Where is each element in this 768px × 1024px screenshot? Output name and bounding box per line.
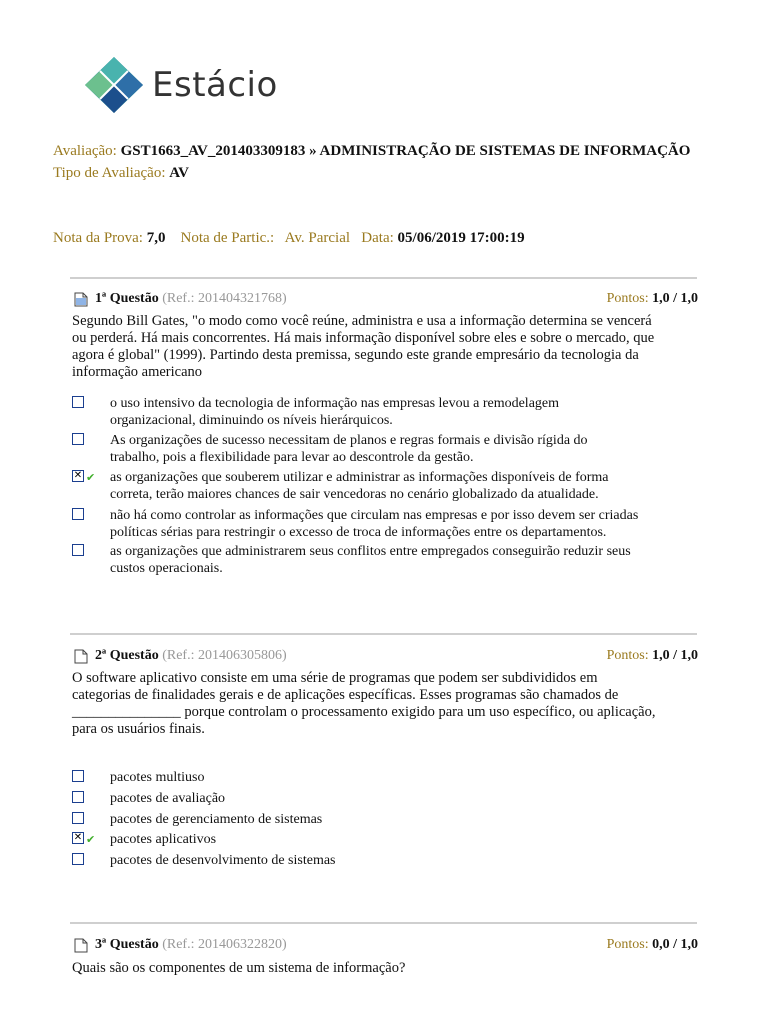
answer-option-text <box>110 790 700 807</box>
answer-option-text <box>110 811 700 828</box>
question-title <box>95 291 287 307</box>
question-title <box>95 937 287 953</box>
question-number: 3ª Questão <box>95 937 159 952</box>
question-separator <box>70 922 697 924</box>
question-points <box>607 291 698 307</box>
question-ref: (Ref.: 201404321768) <box>162 291 287 306</box>
question-number: 1ª Questão <box>95 291 159 306</box>
answer-option-text <box>110 769 700 786</box>
question-text-line: categorias de finalidades gerais e de aplicações específicas. Esses programas são chamados de <box>72 687 619 703</box>
points-value: 0,0 / 1,0 <box>652 937 698 952</box>
checked-checkbox-icon[interactable]: ✕ <box>73 832 83 843</box>
answer-option-line: As organizações de sucesso necessitam de planos e regras formais e divisão rígida do <box>110 433 588 448</box>
question-header <box>74 291 698 311</box>
tipo-value: AV <box>169 165 189 181</box>
points-value: 1,0 / 1,0 <box>652 648 698 663</box>
question-text <box>72 313 700 381</box>
document-icon <box>74 292 88 312</box>
checkbox-icon[interactable] <box>72 396 84 408</box>
answer-option-line: correta, terão maiores chances de sair vencedoras no cenário globalizado da atualidade. <box>110 487 599 502</box>
notas-line <box>53 230 525 247</box>
answer-option-line: pacotes aplicativos <box>110 832 217 847</box>
checkbox-icon[interactable] <box>72 812 84 824</box>
estacio-logo <box>84 56 278 114</box>
question-text-line: Quais são os componentes de um sistema de informação? <box>72 960 406 976</box>
question-text-line: _______________ porque controlam o processamento exigido para um uso específico, ou aplicação, <box>72 704 656 720</box>
answer-option-line: pacotes de avaliação <box>110 791 226 806</box>
nota-partic-label: Nota de Partic.: <box>180 230 275 246</box>
av-parcial-label: Av. Parcial <box>284 230 351 246</box>
checkbox-icon[interactable] <box>72 433 84 445</box>
answer-option-text <box>110 543 700 577</box>
answer-option-line: políticas sérias para restringir o excesso de troca de informações entre os departamentos. <box>110 525 607 540</box>
tipo-line <box>53 165 189 182</box>
points-label: Pontos: <box>606 937 649 952</box>
question-text-line: para os usuários finais. <box>72 721 205 737</box>
answer-option-line: pacotes multiuso <box>110 770 205 785</box>
checked-checkbox-icon[interactable]: ✕ <box>73 470 83 481</box>
answer-option-line: organizacional, diminuindo os níveis hierárquicos. <box>110 413 393 428</box>
question-text-line: ou perderá. Há mais concorrentes. Há mais informação disponível sobre eles e sobre o mercado, que <box>72 330 655 346</box>
question-separator <box>70 633 697 635</box>
answer-option-line: o uso intensivo da tecnologia de informação nas empresas levou a remodelagem <box>110 396 560 411</box>
brand-name: Estácio <box>152 65 278 105</box>
question-text-line: Segundo Bill Gates, "o modo como você reúne, administra e usa a informação determina se vencerá <box>72 313 652 329</box>
checkbox-icon[interactable] <box>72 544 84 556</box>
answer-option-line: custos operacionais. <box>110 561 223 576</box>
avaliacao-value: GST1663_AV_201403309183 » ADMINISTRAÇÃO DE SISTEMAS DE INFORMAÇÃO <box>120 143 691 159</box>
checkbox-icon[interactable] <box>72 791 84 803</box>
question-header <box>74 937 698 957</box>
avaliacao-label: Avaliação: <box>53 143 117 159</box>
points-label: Pontos: <box>606 291 649 306</box>
question-text <box>72 670 700 738</box>
answer-option-text <box>110 507 700 541</box>
answer-option-text <box>110 432 700 466</box>
answer-option-line: as organizações que souberem utilizar e administrar as informações disponíveis de forma <box>110 470 609 485</box>
answer-option-line: pacotes de desenvolvimento de sistemas <box>110 853 336 868</box>
answer-option-text <box>110 469 700 503</box>
question-text-line: O software aplicativo consiste em uma série de programas que podem ser subdivididos em <box>72 670 598 686</box>
answer-option-line: as organizações que administrarem seus conflitos entre empregados conseguirão reduzir seus <box>110 544 631 559</box>
nota-prova-value: 7,0 <box>146 230 166 246</box>
points-value: 1,0 / 1,0 <box>652 291 698 306</box>
correct-check-icon: ✔ <box>86 833 96 846</box>
answer-option-line: pacotes de gerenciamento de sistemas <box>110 812 323 827</box>
correct-check-icon: ✔ <box>86 471 96 484</box>
checkbox-icon[interactable] <box>72 508 84 520</box>
question-separator <box>70 277 697 279</box>
question-text-line: informação americano <box>72 364 203 380</box>
answer-option-text <box>110 831 700 848</box>
question-title <box>95 648 287 664</box>
document-icon <box>74 649 88 669</box>
data-value: 05/06/2019 17:00:19 <box>397 230 525 246</box>
data-label: Data: <box>361 230 394 246</box>
tipo-label: Tipo de Avaliação: <box>53 165 166 181</box>
question-number: 2ª Questão <box>95 648 159 663</box>
avaliacao-line <box>53 143 690 160</box>
answer-option-text <box>110 395 700 429</box>
question-text <box>72 960 700 977</box>
checkbox-icon[interactable] <box>72 770 84 782</box>
answer-option-line: não há como controlar as informações que circulam nas empresas e por isso devem ser criadas <box>110 508 639 523</box>
points-label: Pontos: <box>606 648 649 663</box>
checkbox-icon[interactable] <box>72 853 84 865</box>
estacio-globe-icon <box>84 56 144 114</box>
question-header <box>74 648 698 668</box>
question-points <box>607 937 698 953</box>
answer-option-text <box>110 852 700 869</box>
question-text-line: agora é global" (1999). Partindo desta premissa, segundo este grande empresário da tecnologia da <box>72 347 639 363</box>
answer-option-line: trabalho, pois a flexibilidade para levar ao descontrole da gestão. <box>110 450 474 465</box>
question-points <box>607 648 698 664</box>
question-ref: (Ref.: 201406305806) <box>162 648 287 663</box>
document-icon <box>74 938 88 958</box>
question-ref: (Ref.: 201406322820) <box>162 937 287 952</box>
nota-prova-label: Nota da Prova: <box>53 230 143 246</box>
